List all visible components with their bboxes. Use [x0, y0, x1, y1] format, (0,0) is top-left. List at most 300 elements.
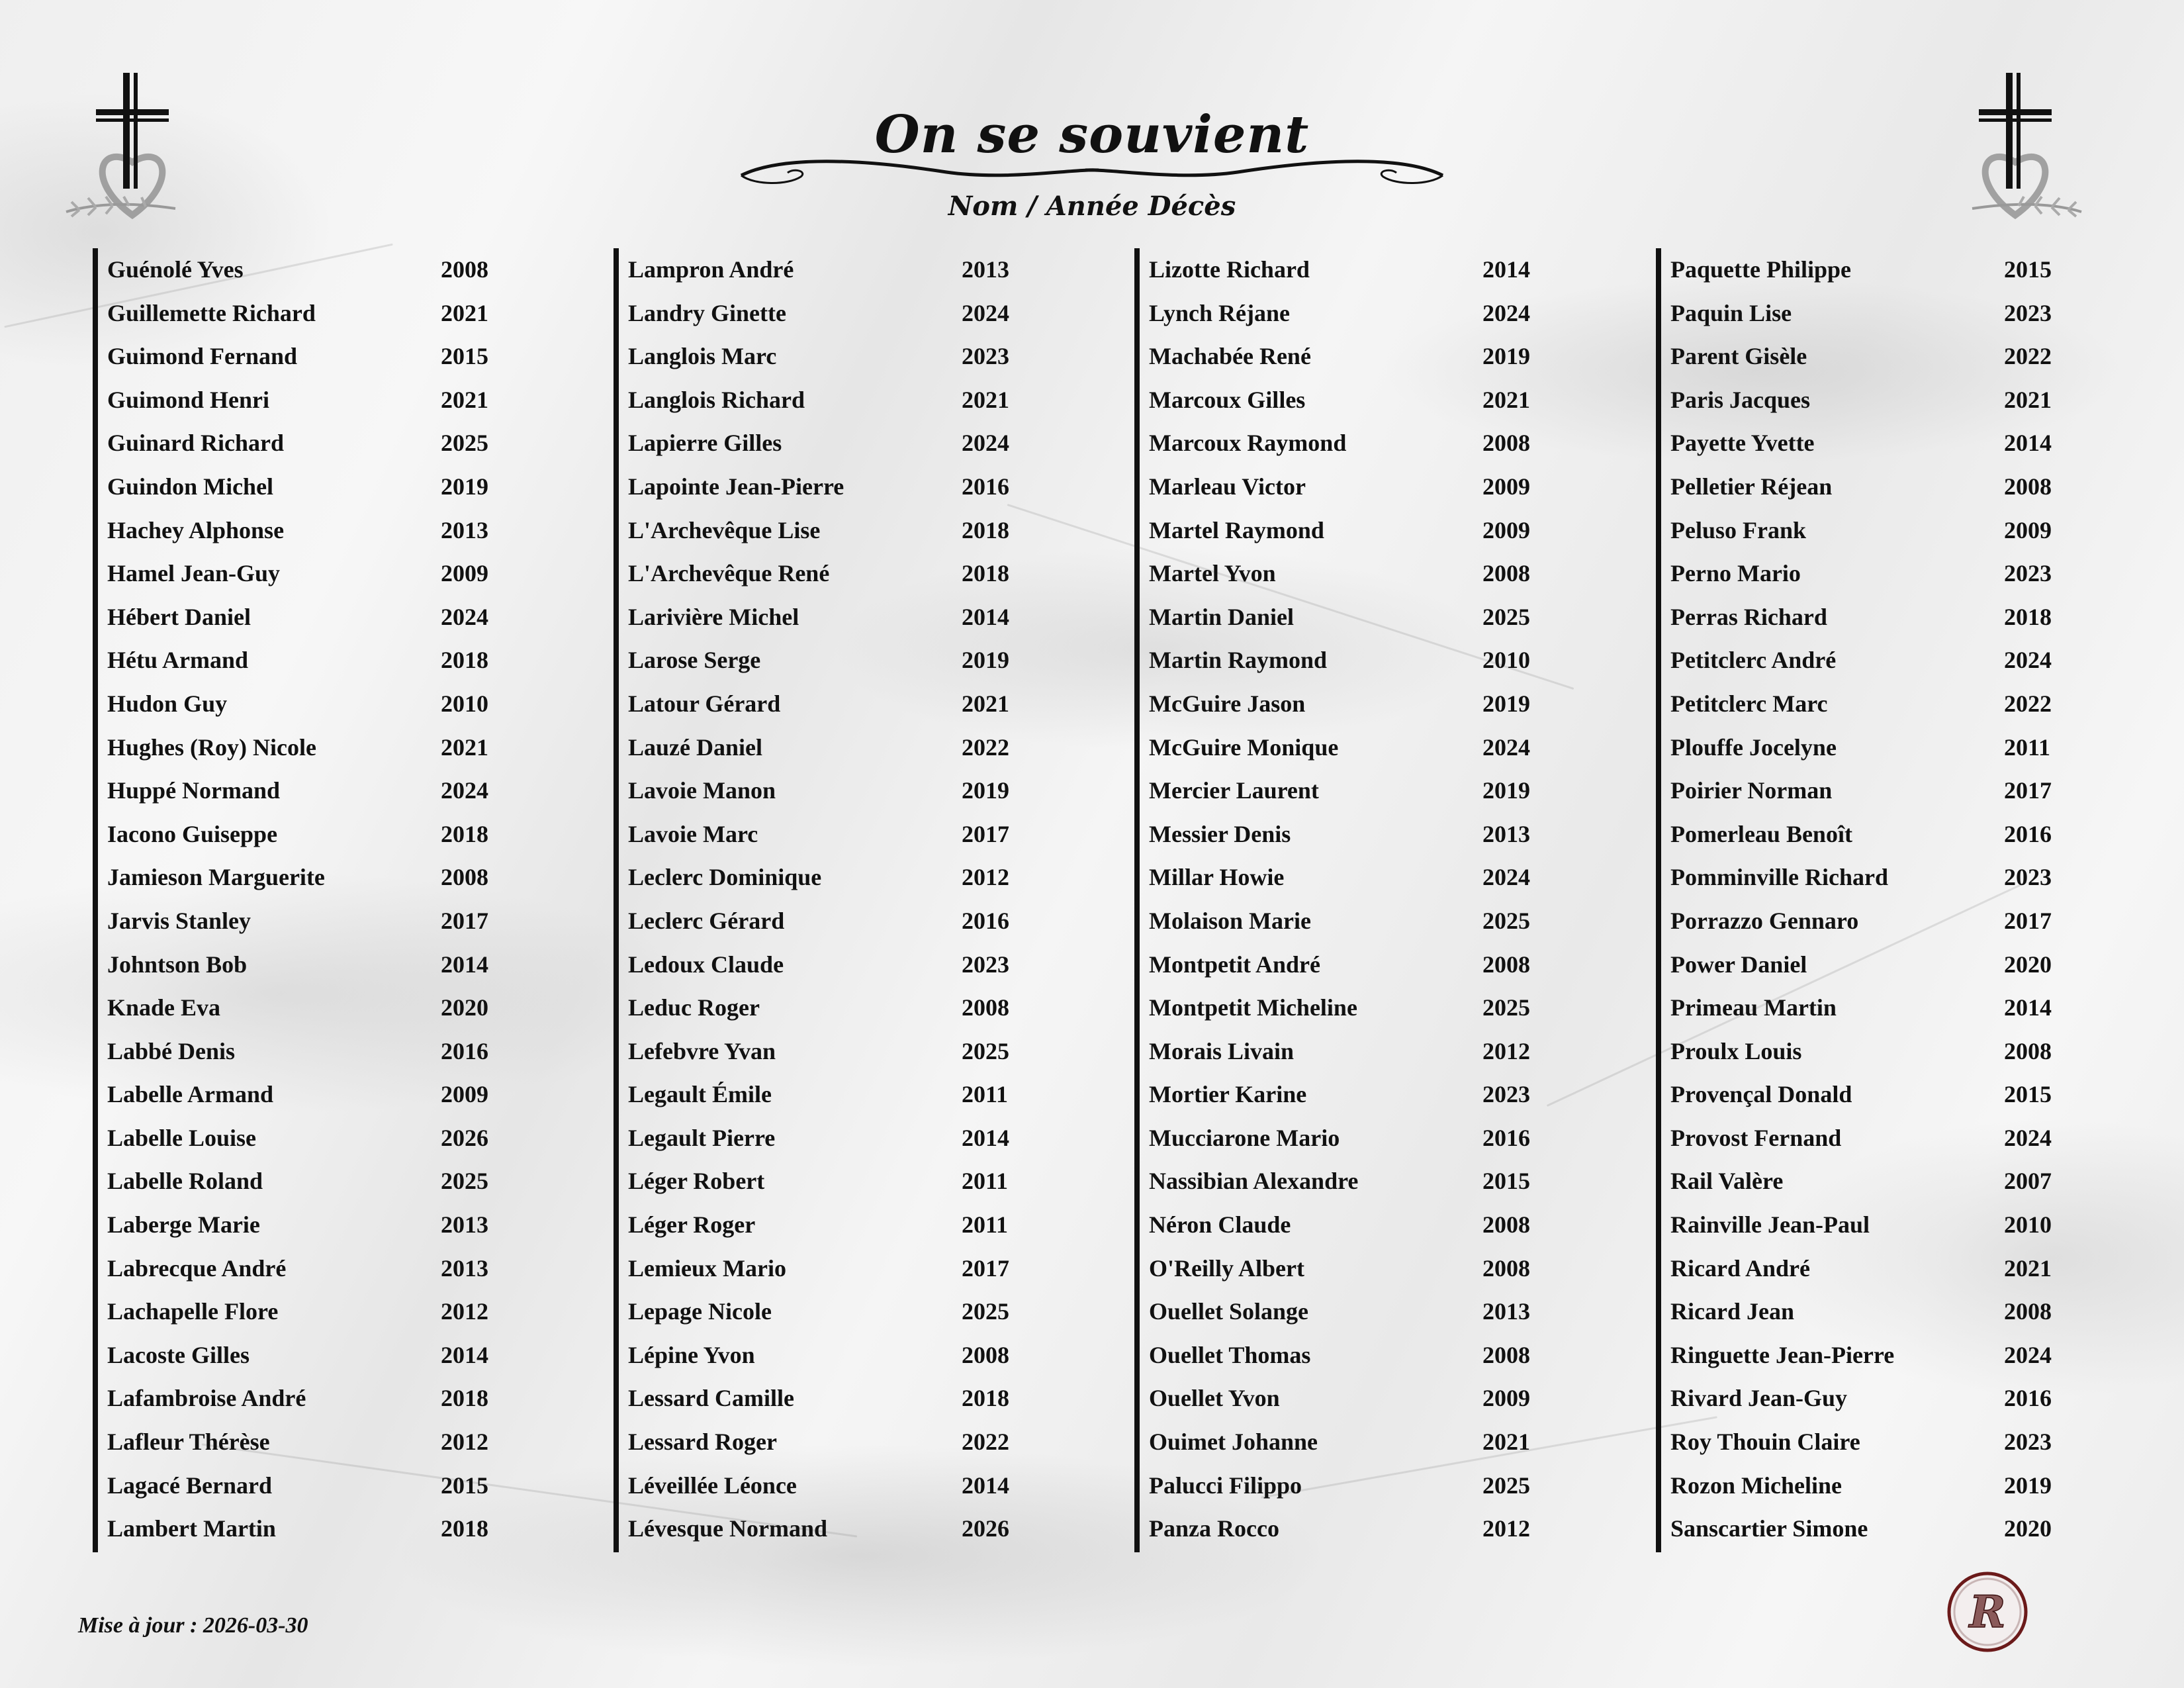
list-item: [1670, 1507, 2107, 1551]
list-item: [107, 1117, 544, 1160]
deceased-name: Hébert Daniel: [107, 603, 251, 630]
deceased-name: Lafleur Thérèse: [107, 1429, 270, 1456]
death-year: 2008: [2004, 1037, 2052, 1064]
death-year: 2021: [1482, 386, 1530, 413]
death-year: 2025: [441, 1168, 488, 1195]
death-year: 2010: [1482, 647, 1530, 674]
deceased-name: Lampron André: [628, 256, 794, 283]
list-item: [107, 1421, 544, 1464]
list-item: [1670, 292, 2107, 336]
death-year: 2021: [1482, 1429, 1530, 1456]
death-year: 2025: [441, 430, 488, 457]
deceased-name: Guimond Henri: [107, 386, 270, 413]
list-item: [628, 1421, 1065, 1464]
list-item: [107, 335, 544, 379]
last-updated: Mise à jour : 2026-03-30: [78, 1613, 308, 1638]
list-item: [1670, 986, 2107, 1030]
deceased-name: Marcoux Raymond: [1149, 430, 1347, 457]
deceased-name: Labelle Louise: [107, 1124, 257, 1151]
deceased-name: Ouellet Thomas: [1149, 1341, 1311, 1368]
death-year: 2012: [441, 1429, 488, 1456]
list-item: [628, 682, 1065, 726]
deceased-name: Ouimet Johanne: [1149, 1429, 1318, 1456]
list-item: [1670, 379, 2107, 422]
death-year: 2021: [2004, 1254, 2052, 1282]
death-year: 2013: [441, 1254, 488, 1282]
deceased-name: Lévesque Normand: [628, 1515, 828, 1542]
death-year: 2021: [441, 299, 488, 326]
death-year: 2011: [962, 1211, 1009, 1239]
list-item: [1670, 596, 2107, 639]
list-item: [628, 1030, 1065, 1074]
death-year: 2008: [1482, 1341, 1530, 1368]
deceased-name: Power Daniel: [1670, 951, 1807, 978]
deceased-name: Larivière Michel: [628, 603, 799, 630]
cross-heart-icon: [60, 63, 205, 261]
list-item: [1670, 1421, 2107, 1464]
death-year: 2013: [441, 516, 488, 543]
list-item: [107, 596, 544, 639]
deceased-name: Labelle Armand: [107, 1081, 274, 1108]
death-year: 2015: [1482, 1168, 1530, 1195]
death-year: 2015: [2004, 256, 2052, 283]
logo-r-icon: [1946, 1570, 2029, 1654]
death-year: 2022: [962, 1429, 1009, 1456]
death-year: 2019: [1482, 690, 1530, 717]
list-item: [107, 509, 544, 553]
deceased-name: Knade Eva: [107, 994, 221, 1021]
death-year: 2008: [441, 864, 488, 891]
deceased-name: Paris Jacques: [1670, 386, 1810, 413]
deceased-name: Rivard Jean-Guy: [1670, 1385, 1848, 1412]
death-year: 2010: [441, 690, 488, 717]
deceased-name: McGuire Monique: [1149, 733, 1339, 761]
deceased-name: Martel Yvon: [1149, 560, 1276, 587]
death-year: 2024: [1482, 299, 1530, 326]
deceased-name: Lemieux Mario: [628, 1254, 786, 1282]
death-year: 2024: [2004, 1341, 2052, 1368]
list-item: [1149, 856, 1586, 900]
death-year: 2016: [962, 907, 1009, 934]
deceased-name: Leclerc Gérard: [628, 907, 785, 934]
page-subtitle: Nom / Année Décès: [948, 191, 1236, 222]
list-item: [1149, 813, 1586, 857]
death-year: 2019: [1482, 777, 1530, 804]
deceased-name: Laberge Marie: [107, 1211, 260, 1239]
death-year: 2010: [2004, 1211, 2052, 1239]
deceased-name: Roy Thouin Claire: [1670, 1429, 1860, 1456]
deceased-name: Plouffe Jocelyne: [1670, 733, 1837, 761]
deceased-name: Lambert Martin: [107, 1515, 276, 1542]
deceased-name: Palucci Filippo: [1149, 1472, 1302, 1499]
deceased-name: Labrecque André: [107, 1254, 287, 1282]
death-year: 2021: [441, 733, 488, 761]
list-item: [107, 1377, 544, 1421]
death-year: 2018: [441, 1385, 488, 1412]
list-item: [628, 465, 1065, 509]
deceased-name: Langlois Richard: [628, 386, 805, 413]
list-item: [1670, 769, 2107, 813]
deceased-name: Lessard Roger: [628, 1429, 777, 1456]
list-item: [1670, 422, 2107, 465]
death-year: 2024: [441, 603, 488, 630]
list-item: [107, 943, 544, 987]
deceased-name: Primeau Martin: [1670, 994, 1837, 1021]
list-item: [1149, 292, 1586, 336]
deceased-name: Lachapelle Flore: [107, 1298, 279, 1325]
death-year: 2022: [2004, 690, 2052, 717]
death-year: 2019: [441, 473, 488, 500]
list-item: [1670, 1334, 2107, 1378]
deceased-name: Ledoux Claude: [628, 951, 784, 978]
death-year: 2021: [2004, 386, 2052, 413]
deceased-name: Guinard Richard: [107, 430, 285, 457]
list-item: [628, 335, 1065, 379]
list-item: [1149, 1377, 1586, 1421]
list-item: [628, 726, 1065, 770]
death-year: 2012: [441, 1298, 488, 1325]
death-year: 2018: [2004, 603, 2052, 630]
list-item: [1149, 1160, 1586, 1203]
list-item: [1670, 1290, 2107, 1334]
list-item: [1149, 1247, 1586, 1291]
deceased-name: Johntson Bob: [107, 951, 248, 978]
death-year: 2025: [962, 1298, 1009, 1325]
deceased-name: Hughes (Roy) Nicole: [107, 733, 316, 761]
list-item: [628, 769, 1065, 813]
deceased-name: Rail Valère: [1670, 1168, 1784, 1195]
death-year: 2024: [962, 430, 1009, 457]
deceased-name: Ouellet Solange: [1149, 1298, 1308, 1325]
list-item: [1670, 726, 2107, 770]
deceased-name: Perras Richard: [1670, 603, 1827, 630]
list-item: [628, 900, 1065, 943]
deceased-name: Paquette Philippe: [1670, 256, 1852, 283]
deceased-name: Hudon Guy: [107, 690, 228, 717]
list-item: [107, 813, 544, 857]
death-year: 2007: [2004, 1168, 2052, 1195]
deceased-name: Martin Raymond: [1149, 647, 1327, 674]
death-year: 2013: [441, 1211, 488, 1239]
deceased-name: Martel Raymond: [1149, 516, 1324, 543]
death-year: 2019: [1482, 343, 1530, 370]
list-item: [1149, 1507, 1586, 1551]
list-item: [628, 1464, 1065, 1508]
death-year: 2025: [1482, 1472, 1530, 1499]
column-rule: [614, 248, 619, 1552]
deceased-name: Mucciarone Mario: [1149, 1124, 1340, 1151]
death-year: 2017: [2004, 777, 2052, 804]
deceased-name: Guillemette Richard: [107, 299, 316, 326]
list-item: [628, 1247, 1065, 1291]
death-year: 2025: [1482, 994, 1530, 1021]
death-year: 2023: [2004, 560, 2052, 587]
death-year: 2014: [441, 1341, 488, 1368]
death-year: 2021: [441, 386, 488, 413]
list-item: [107, 726, 544, 770]
deceased-name: Lapointe Jean-Pierre: [628, 473, 844, 500]
death-year: 2009: [441, 1081, 488, 1108]
death-year: 2018: [962, 516, 1009, 543]
list-item: [107, 682, 544, 726]
list-item: [107, 1290, 544, 1334]
deceased-name: Latour Gérard: [628, 690, 781, 717]
death-year: 2017: [2004, 907, 2052, 934]
list-item: [1670, 1247, 2107, 1291]
list-item: [1670, 813, 2107, 857]
death-year: 2022: [2004, 343, 2052, 370]
death-year: 2014: [441, 951, 488, 978]
deceased-name: Lapierre Gilles: [628, 430, 782, 457]
list-item: [628, 1203, 1065, 1247]
list-item: [628, 1117, 1065, 1160]
list-item: [1149, 379, 1586, 422]
deceased-name: Labbé Denis: [107, 1037, 236, 1064]
deceased-name: Mercier Laurent: [1149, 777, 1319, 804]
list-item: [1670, 639, 2107, 682]
death-year: 2020: [441, 994, 488, 1021]
death-year: 2008: [1482, 1254, 1530, 1282]
deceased-name: Lynch Réjane: [1149, 299, 1291, 326]
list-item: [107, 1073, 544, 1117]
list-item: [1670, 1073, 2107, 1117]
deceased-name: Peluso Frank: [1670, 516, 1807, 543]
death-year: 2021: [962, 386, 1009, 413]
death-year: 2016: [962, 473, 1009, 500]
list-item: [1670, 1160, 2107, 1203]
death-year: 2008: [1482, 430, 1530, 457]
list-item: [1149, 596, 1586, 639]
deceased-name: Néron Claude: [1149, 1211, 1291, 1239]
death-year: 2013: [1482, 1298, 1530, 1325]
death-year: 2015: [441, 343, 488, 370]
deceased-name: Hachey Alphonse: [107, 516, 285, 543]
death-year: 2011: [2004, 733, 2051, 761]
list-item: [628, 1073, 1065, 1117]
deceased-name: Lefebvre Yvan: [628, 1037, 776, 1064]
death-year: 2024: [441, 777, 488, 804]
column-rule: [93, 248, 98, 1552]
deceased-name: Ouellet Yvon: [1149, 1385, 1280, 1412]
death-year: 2011: [962, 1168, 1009, 1195]
deceased-name: Millar Howie: [1149, 864, 1285, 891]
death-year: 2024: [1482, 864, 1530, 891]
deceased-name: Petitclerc Marc: [1670, 690, 1828, 717]
death-year: 2014: [1482, 256, 1530, 283]
death-year: 2020: [2004, 951, 2052, 978]
deceased-name: Sanscartier Simone: [1670, 1515, 1868, 1542]
deceased-name: Nassibian Alexandre: [1149, 1168, 1359, 1195]
deceased-name: Porrazzo Gennaro: [1670, 907, 1859, 934]
death-year: 2013: [1482, 820, 1530, 847]
death-year: 2015: [2004, 1081, 2052, 1108]
list-item: [107, 1464, 544, 1508]
deceased-name: Hamel Jean-Guy: [107, 560, 280, 587]
death-year: 2011: [962, 1081, 1009, 1108]
list-item: [107, 1030, 544, 1074]
deceased-name: Proulx Louis: [1670, 1037, 1802, 1064]
death-year: 2012: [1482, 1515, 1530, 1542]
deceased-name: Lépine Yvon: [628, 1341, 755, 1368]
deceased-name: Petitclerc André: [1670, 647, 1837, 674]
deceased-name: Lavoie Manon: [628, 777, 776, 804]
deceased-name: Montpetit Micheline: [1149, 994, 1357, 1021]
list-item: [1149, 1030, 1586, 1074]
deceased-name: Parent Gisèle: [1670, 343, 1807, 370]
list-item: [1149, 1203, 1586, 1247]
death-year: 2014: [2004, 994, 2052, 1021]
death-year: 2009: [441, 560, 488, 587]
death-year: 2026: [962, 1515, 1009, 1542]
deceased-name: Martin Daniel: [1149, 603, 1294, 630]
title-flourish: [728, 149, 1456, 195]
list-item: [1670, 1464, 2107, 1508]
list-item: [628, 1377, 1065, 1421]
list-item: [1670, 335, 2107, 379]
deceased-name: Lepage Nicole: [628, 1298, 772, 1325]
deceased-name: Larose Serge: [628, 647, 761, 674]
list-item: [107, 552, 544, 596]
list-item: [628, 292, 1065, 336]
deceased-name: McGuire Jason: [1149, 690, 1306, 717]
death-year: 2009: [1482, 516, 1530, 543]
names-column: [93, 248, 556, 1552]
list-item: [107, 1334, 544, 1378]
list-item: [1670, 856, 2107, 900]
list-item: [628, 943, 1065, 987]
death-year: 2012: [1482, 1037, 1530, 1064]
deceased-name: Legault Émile: [628, 1081, 772, 1108]
deceased-name: Rainville Jean-Paul: [1670, 1211, 1870, 1239]
names-column: [1656, 248, 2119, 1552]
list-item: [1670, 1030, 2107, 1074]
deceased-name: Lagacé Bernard: [107, 1472, 272, 1499]
deceased-name: Legault Pierre: [628, 1124, 776, 1151]
death-year: 2023: [2004, 1429, 2052, 1456]
list-item: [628, 986, 1065, 1030]
death-year: 2024: [1482, 733, 1530, 761]
death-year: 2019: [962, 777, 1009, 804]
death-year: 2014: [962, 603, 1009, 630]
deceased-name: Ringuette Jean-Pierre: [1670, 1341, 1895, 1368]
death-year: 2017: [962, 1254, 1009, 1282]
deceased-name: Messier Denis: [1149, 820, 1291, 847]
list-item: [107, 856, 544, 900]
cross-heart-icon: [1942, 63, 2088, 261]
list-item: [628, 1334, 1065, 1378]
deceased-name: Guindon Michel: [107, 473, 274, 500]
list-item: [1149, 726, 1586, 770]
deceased-name: Marcoux Gilles: [1149, 386, 1306, 413]
death-year: 2008: [962, 994, 1009, 1021]
deceased-name: Perno Mario: [1670, 560, 1801, 587]
death-year: 2022: [962, 733, 1009, 761]
list-item: [628, 856, 1065, 900]
deceased-name: Pomerleau Benoît: [1670, 820, 1852, 847]
deceased-name: Panza Rocco: [1149, 1515, 1279, 1542]
deceased-name: Lafambroise André: [107, 1385, 306, 1412]
deceased-name: Ricard Jean: [1670, 1298, 1794, 1325]
list-item: [628, 1290, 1065, 1334]
list-item: [1670, 465, 2107, 509]
death-year: 2017: [441, 907, 488, 934]
death-year: 2017: [962, 820, 1009, 847]
death-year: 2019: [2004, 1472, 2052, 1499]
deceased-name: Pomminville Richard: [1670, 864, 1888, 891]
deceased-name: Rozon Micheline: [1670, 1472, 1842, 1499]
list-item: [1149, 465, 1586, 509]
death-year: 2008: [1482, 560, 1530, 587]
death-year: 2020: [2004, 1515, 2052, 1542]
deceased-name: Lavoie Marc: [628, 820, 758, 847]
deceased-name: Payette Yvette: [1670, 430, 1815, 457]
deceased-name: Lacoste Gilles: [107, 1341, 250, 1368]
deceased-name: Marleau Victor: [1149, 473, 1306, 500]
death-year: 2025: [1482, 603, 1530, 630]
list-item: [1149, 1334, 1586, 1378]
deceased-name: Léveillée Léonce: [628, 1472, 797, 1499]
death-year: 2009: [1482, 473, 1530, 500]
death-year: 2023: [2004, 299, 2052, 326]
deceased-name: Landry Ginette: [628, 299, 786, 326]
list-item: [1149, 769, 1586, 813]
deceased-name: Léger Robert: [628, 1168, 765, 1195]
names-column: [614, 248, 1077, 1552]
list-item: [107, 1507, 544, 1551]
death-year: 2023: [1482, 1081, 1530, 1108]
column-rule: [1656, 248, 1661, 1552]
list-item: [628, 552, 1065, 596]
deceased-name: Langlois Marc: [628, 343, 777, 370]
death-year: 2024: [962, 299, 1009, 326]
death-year: 2026: [441, 1124, 488, 1151]
list-item: [1149, 248, 1586, 292]
death-year: 2025: [962, 1037, 1009, 1064]
deceased-name: L'Archevêque René: [628, 560, 830, 587]
list-item: [628, 596, 1065, 639]
deceased-name: Leduc Roger: [628, 994, 760, 1021]
list-item: [107, 248, 544, 292]
death-year: 2008: [962, 1341, 1009, 1368]
deceased-name: Machabée René: [1149, 343, 1311, 370]
deceased-name: Mortier Karine: [1149, 1081, 1307, 1108]
list-item: [107, 900, 544, 943]
deceased-name: Leclerc Dominique: [628, 864, 822, 891]
list-item: [107, 1160, 544, 1203]
list-item: [628, 1507, 1065, 1551]
death-year: 2024: [2004, 647, 2052, 674]
death-year: 2018: [441, 820, 488, 847]
death-year: 2008: [2004, 473, 2052, 500]
list-item: [1670, 1117, 2107, 1160]
list-item: [1149, 552, 1586, 596]
deceased-name: Guénolé Yves: [107, 256, 244, 283]
list-item: [107, 769, 544, 813]
death-year: 2016: [2004, 1385, 2052, 1412]
death-year: 2016: [441, 1037, 488, 1064]
deceased-name: Labelle Roland: [107, 1168, 263, 1195]
deceased-name: Paquin Lise: [1670, 299, 1792, 326]
list-item: [107, 465, 544, 509]
deceased-name: Lizotte Richard: [1149, 256, 1310, 283]
deceased-name: O'Reilly Albert: [1149, 1254, 1304, 1282]
deceased-name: Poirier Norman: [1670, 777, 1833, 804]
death-year: 2013: [962, 256, 1009, 283]
death-year: 2019: [962, 647, 1009, 674]
death-year: 2018: [962, 560, 1009, 587]
deceased-name: Lauzé Daniel: [628, 733, 762, 761]
death-year: 2023: [2004, 864, 2052, 891]
